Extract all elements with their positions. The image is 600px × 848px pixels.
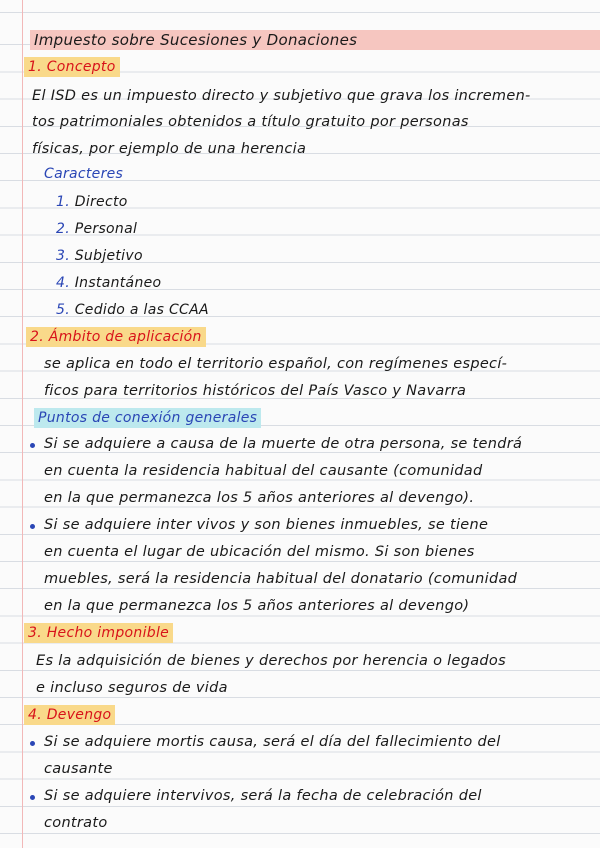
puntos-bullet-2-line-1: Si se adquiere inter vivos y son bienes inmuebles, se tiene	[44, 517, 489, 533]
puntos-bullet-1-line-3: en la que permanezca los 5 años anteriores al devengo).	[44, 490, 475, 506]
caracter-item	[56, 300, 600, 320]
puntos-bullet-2-line-3: muebles, será la residencia habitual del donatario (comunidad	[44, 571, 518, 587]
caracter-number: 3.	[56, 248, 70, 264]
caracter-number: 2.	[56, 221, 70, 237]
puntos-bullet-2-line-2: en cuenta el lugar de ubicación del mismo. Si son bienes	[44, 544, 475, 560]
devengo-bullet-2-line-1: Si se adquiere intervivos, será la fecha de celebración del	[44, 788, 482, 804]
heading-hecho: 3. Hecho imponible	[24, 623, 173, 643]
bullet-icon	[30, 795, 35, 800]
devengo-bullet-1-line-1: Si se adquiere mortis causa, será el día del fallecimiento del	[44, 734, 501, 750]
page-title: Impuesto sobre Sucesiones y Donaciones	[30, 30, 600, 50]
caracter-text: Cedido a las CCAA	[74, 302, 209, 318]
caracter-text: Instantáneo	[74, 275, 162, 291]
heading-concepto: 1. Concepto	[24, 57, 120, 77]
caracter-text: Directo	[74, 194, 128, 210]
caracter-item	[56, 273, 600, 293]
caracter-item	[56, 192, 600, 212]
caracteres-heading: Caracteres	[44, 166, 124, 182]
puntos-bullet-1-line-2: en cuenta la residencia habitual del causante (comunidad	[44, 463, 483, 479]
caracter-number: 5.	[56, 302, 70, 318]
puntos-heading: Puntos de conexión generales	[34, 408, 261, 428]
puntos-bullet-2-line-4: en la que permanezca los 5 años anteriores al devengo)	[44, 598, 470, 614]
concepto-line-2: tos patrimoniales obtenidos a título gratuito por personas	[32, 114, 469, 130]
ambito-line-2: ficos para territorios históricos del País Vasco y Navarra	[44, 383, 467, 399]
caracter-number: 1.	[56, 194, 70, 210]
heading-devengo: 4. Devengo	[24, 705, 115, 725]
devengo-bullet-2-line-2: contrato	[44, 815, 108, 831]
bullet-icon	[30, 524, 35, 529]
concepto-line-3: físicas, por ejemplo de una herencia	[32, 141, 307, 157]
bullet-icon	[30, 443, 35, 448]
caracter-item	[56, 246, 600, 266]
devengo-bullet-1-line-2: causante	[44, 761, 113, 777]
puntos-bullet-1-line-1: Si se adquiere a causa de la muerte de otra persona, se tendrá	[44, 436, 523, 452]
bullet-icon	[30, 741, 35, 746]
concepto-line-1: El ISD es un impuesto directo y subjetivo que grava los incremen-	[32, 88, 531, 104]
heading-ambito: 2. Ámbito de aplicación	[26, 327, 206, 347]
hecho-line-2: e incluso seguros de vida	[36, 680, 228, 696]
caracter-number: 4.	[56, 275, 70, 291]
hecho-line-1: Es la adquisición de bienes y derechos por herencia o legados	[36, 653, 506, 669]
caracter-text: Personal	[74, 221, 138, 237]
caracter-text: Subjetivo	[74, 248, 143, 264]
ambito-line-1: se aplica en todo el territorio español, con regímenes especí-	[44, 356, 508, 372]
caracter-item	[56, 219, 600, 239]
